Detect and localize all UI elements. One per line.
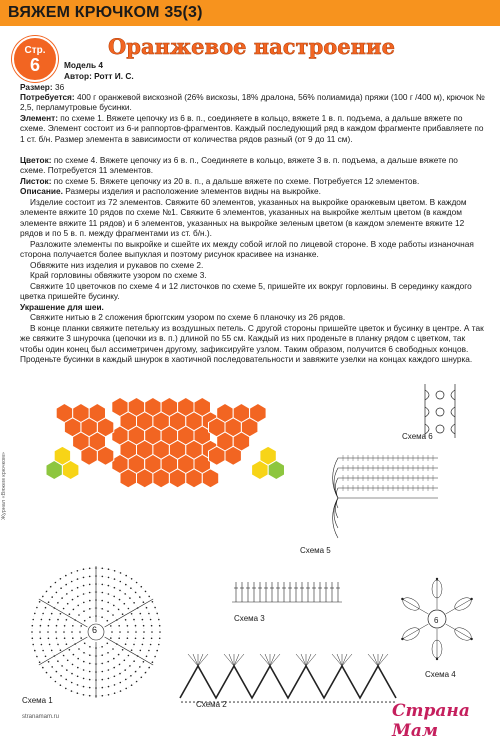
scheme-1-center-number: 6 xyxy=(92,625,98,635)
instructions-paragraph-4: Край горловины обвяжите узором по схеме 3. xyxy=(30,270,207,280)
description-line: Описание. Размеры изделия и расположение элементов видны на выкройке. xyxy=(20,186,321,196)
instructions-paragraph-3: Обвяжите низ изделия и рукавов по схеме 2. xyxy=(30,260,204,270)
side-caption: Журнал «Вяжем крючком» xyxy=(1,452,7,520)
hexagon-motif xyxy=(225,446,241,465)
necklace-paragraph-1: Свяжите нитью в 2 сложения брюггским узором по схеме 6 планочку из 26 рядов. xyxy=(30,312,346,322)
site-caption: stranamam.ru xyxy=(22,714,60,720)
scheme-4-center-number: 6 xyxy=(434,616,439,625)
necklace-heading: Украшение для шеи. xyxy=(20,302,104,312)
scheme-5-caption: Схема 5 xyxy=(300,546,331,555)
scheme-1-diagram xyxy=(24,562,174,702)
instructions-paragraph-2: Разложите элементы по выкройке и сшейте их между собой иглой по лицевой стороне. В ходе работы изнаночная сторона получается более выпуклая и поэтому рисунок красивее на изнанке. xyxy=(20,239,474,260)
hexagon-motif xyxy=(97,446,114,465)
scheme-5-diagram xyxy=(278,448,443,548)
hexagon-motif xyxy=(46,461,62,480)
sweater-pattern-diagram xyxy=(40,395,300,525)
page-badge-number: 6 xyxy=(29,55,40,75)
instructions-paragraph-5: Свяжите 10 цветочков по схеме 4 и 12 листочков по схеме 5, пришейте их вокруг горловины. В серединку каждого цветка пришейте бусинку. xyxy=(20,281,472,302)
flower-paragraph: Цветок: по схеме 4. Вяжете цепочку из 6 в. п., Соединяете в кольцо, вяжете 3 в. п. подъема, а дальше вяжете по схеме. Потребуется 11 элементов. xyxy=(20,155,458,176)
instructions-paragraph-1: Изделие состоит из 72 элементов. Свяжите 60 элементов, указанных на выкройке оранжевым цветом. В каждом элементе вяжите 10 рядов по схеме №1. Свяжите 6 элементов, указанных на выкройке желтым цветом (в каждом элементе вяжите 11 рядов) и 6 элементов, указанных на выкройке зеленым цветом (в каждом элементе вяжите 12 рядов и по 5 в. п. между фрагментами из ст. б/н.). xyxy=(20,197,467,239)
page-badge-label: Стр. xyxy=(24,45,46,56)
hexagon-motif xyxy=(62,461,79,480)
size-line: Размер: 36 xyxy=(20,82,65,92)
leaf-paragraph: Листок: по схеме 5. Вяжете цепочку из 20 в. п., а дальше вяжете по схеме. Потребуется 12 элементов. xyxy=(20,176,420,186)
watermark-logo: Страна Мам xyxy=(392,701,470,741)
element-paragraph: Элемент: по схеме 1. Вяжете цепочку из 6 в. п., соединяете в кольцо, вяжете 1 в. п. подъема, а дальше вяжете по схеме. Элемент состоит из 6-и раппортов-фрагментов. Каждый последующий ряд в каждом фрагменте прибавляете по 1 ст. б/н. Размер элемента в зависимости от количества рядов разный (от 9 до 11 см). xyxy=(20,113,484,144)
scheme-2-caption: Схема 2 xyxy=(196,700,227,709)
page-badge xyxy=(12,36,58,82)
hexagon-motif xyxy=(186,469,203,488)
magazine-header-bar xyxy=(0,0,500,26)
hexagon-motif xyxy=(81,446,97,465)
scheme-3-caption: Схема 3 xyxy=(234,614,265,623)
model-name: Модель 4 xyxy=(64,60,104,70)
scheme-3-diagram xyxy=(232,578,342,606)
scheme-2-diagram xyxy=(180,650,395,705)
author-line: Автор: Ротт И. С. xyxy=(64,71,134,81)
scheme-4-caption: Схема 4 xyxy=(425,670,456,679)
hexagon-motif xyxy=(209,446,226,465)
hexagon-motif xyxy=(169,469,185,488)
hexagon-motif xyxy=(137,469,153,488)
necklace-paragraph-2: В конце планки свяжите петельку из воздушных петель. С другой стороны пришейте цветок и бусинку в центре. А так же свяжите 3 шнурочка (цепочки из в. п.) длиной по 55 см. Каждый из них проденьте в планку рядом с цветком, так чтобы один конец был ассиметричен другому, зафиксируйте узлом. Таким образом, получится 6 свободных концов. Проденьте бусинки в каждый шнурок в хаотичной последовательности и завяжите узелки на концах каждого шнурка. xyxy=(20,323,484,365)
scheme-1-caption: Схема 1 xyxy=(22,696,53,705)
scheme-6-caption: Схема 6 xyxy=(402,432,433,441)
magazine-header-title: ВЯЖЕМ КРЮЧКОМ 35(3) xyxy=(8,4,203,21)
hexagon-motif xyxy=(252,461,269,480)
hexagon-motif xyxy=(202,469,218,488)
hexagon-motif xyxy=(153,469,170,488)
page-title: Оранжевое настроение xyxy=(108,34,395,59)
hexagon-motif xyxy=(120,469,137,488)
materials-paragraph: Потребуется: 400 г оранжевой вискозной (26% вискозы, 18% дралона, 56% полиамида) пряжи (100 г /400 м), крючок № 2,5, перламутровые бусинки. xyxy=(20,92,485,113)
